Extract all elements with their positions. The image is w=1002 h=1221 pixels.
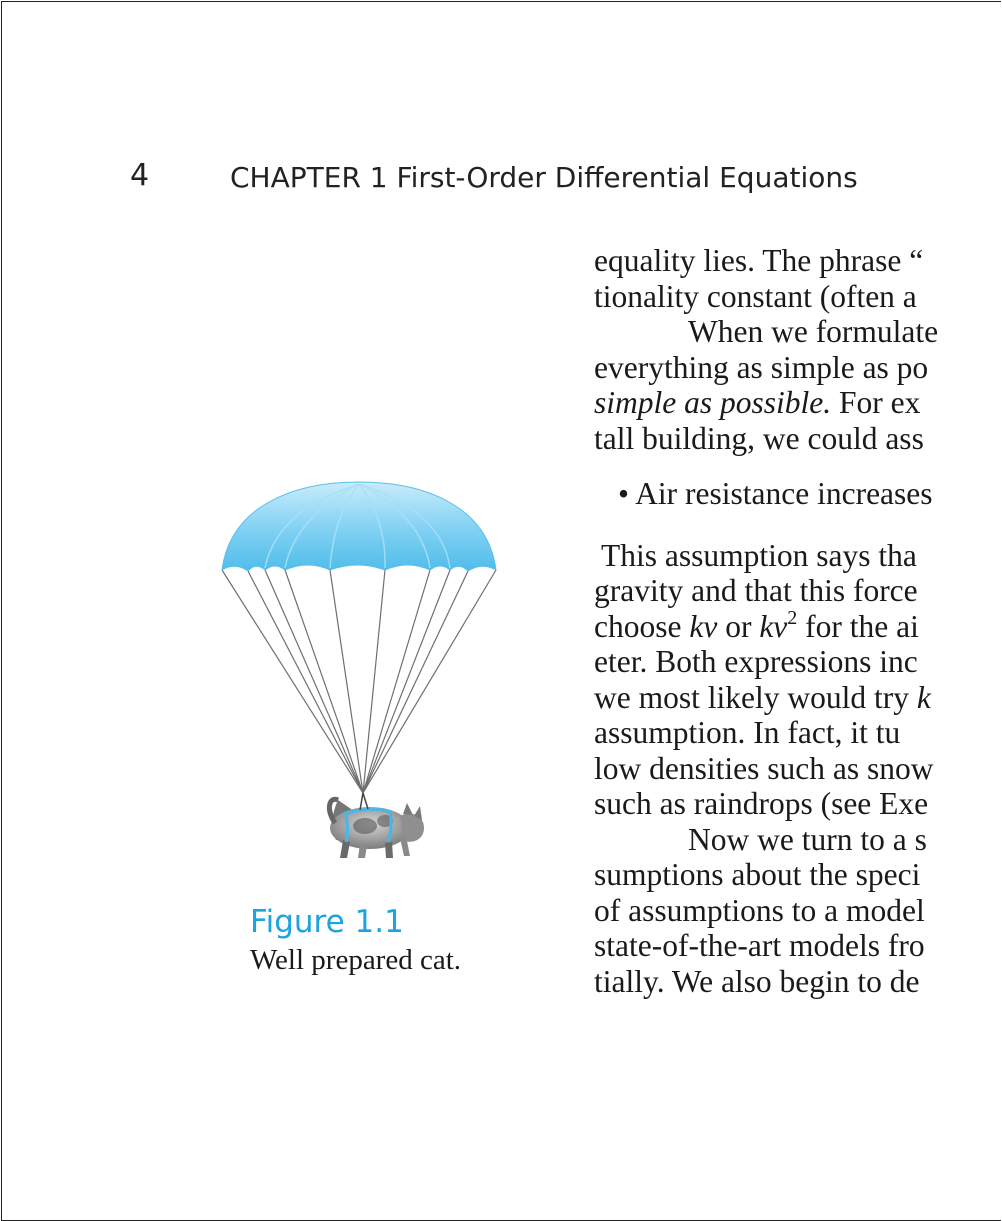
text-line: tionality constant (often a bbox=[594, 278, 917, 314]
running-head: CHAPTER 1 First-Order Differential Equations bbox=[230, 161, 858, 194]
cat-parachute-illustration bbox=[220, 478, 500, 868]
text-line: equality lies. The phrase “ bbox=[594, 243, 924, 278]
text-line: When we formulate bbox=[688, 314, 939, 349]
text-line: This assumption says tha bbox=[601, 537, 917, 573]
text-line: gravity and that this force bbox=[594, 573, 918, 608]
text-line: such as raindrops (see Exe bbox=[594, 786, 929, 821]
bullet-item: • Air resistance increases bbox=[618, 476, 933, 511]
text-line: tially. We also begin to de bbox=[594, 963, 920, 999]
figure-caption-text: Well prepared cat. bbox=[250, 944, 462, 976]
running-header bbox=[0, 158, 1002, 198]
text-line: eter. Both expressions inc bbox=[594, 644, 918, 679]
suspension-lines bbox=[222, 570, 496, 793]
text-line: choose kv or $kv^2$ for the ai bbox=[594, 606, 919, 644]
figure-caption bbox=[250, 902, 550, 978]
text-line: of assumptions to a model bbox=[594, 892, 925, 928]
text-line: we most likely would try k bbox=[594, 679, 931, 715]
text-line: sumptions about the speci bbox=[594, 857, 921, 892]
cat-icon bbox=[329, 793, 424, 858]
text-line: low densities such as snow bbox=[594, 750, 934, 786]
page-number: 4 bbox=[130, 158, 150, 193]
text-line: Now we turn to a s bbox=[688, 821, 927, 857]
text-line: simple as possible. For ex bbox=[594, 385, 921, 420]
text-line: state-of-the-art models fro bbox=[594, 928, 925, 963]
text-line: assumption. In fact, it tu bbox=[594, 715, 901, 750]
text-line: tall building, we could ass bbox=[594, 420, 924, 456]
figure-1-1 bbox=[220, 478, 500, 868]
figure-label: Figure 1.1 bbox=[250, 904, 404, 940]
body-text-column bbox=[594, 243, 1002, 1200]
parachute-canopy bbox=[222, 482, 496, 571]
text-line: everything as simple as po bbox=[594, 349, 929, 385]
